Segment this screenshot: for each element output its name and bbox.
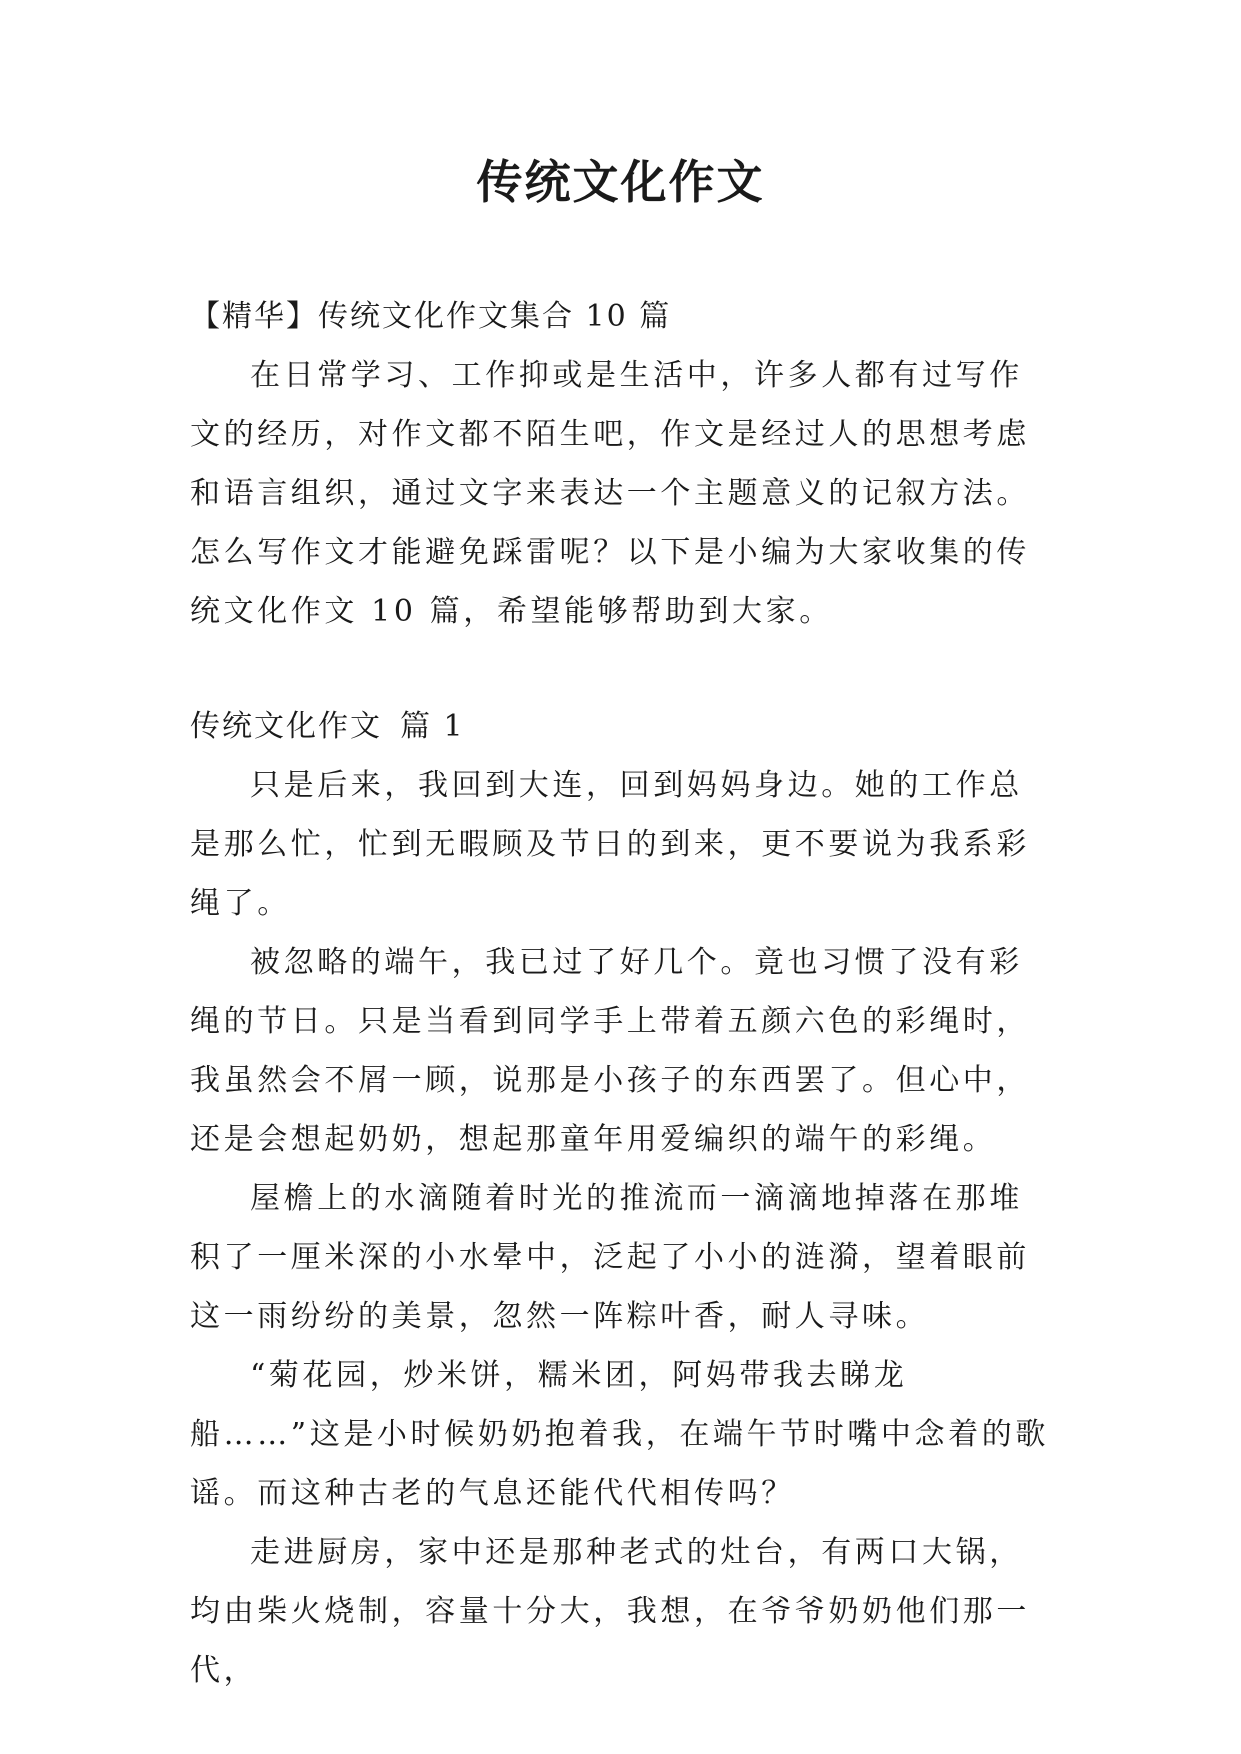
- section-paragraph: 只是后来，我回到大连，回到妈妈身边。她的工作总是那么忙，忙到无暇顾及节日的到来，更不要说为我系彩绳了。: [190, 768, 1030, 921]
- section-paragraph: 屋檐上的水滴随着时光的推流而一滴滴地掉落在那堆积了一厘米深的小水晕中，泛起了小小的涟漪，望着眼前这一雨纷纷的美景，忽然一阵粽叶香，耐人寻味。: [190, 1181, 1030, 1334]
- document-subtitle: 【精华】传统文化作文集合 10 篇: [190, 299, 672, 334]
- document-title: 传统文化作文: [476, 155, 765, 209]
- section-paragraph: 走进厨房，家中还是那种老式的灶台，有两口大锅，均由柴火烧制，容量十分大，我想，在爷爷奶奶他们那一代，: [190, 1535, 1030, 1688]
- section-paragraph: 被忽略的端午，我已过了好几个。竟也习惯了没有彩绳的节日。只是当看到同学手上带着五颜六色的彩绳时，我虽然会不屑一顾，说那是小孩子的东西罢了。但心中，还是会想起奶奶，想起那童年用爱编织的端午的彩绳。: [190, 945, 1030, 1157]
- section-heading: [190, 697, 1050, 756]
- intro-paragraph: 在日常学习、工作抑或是生活中，许多人都有过写作文的经历，对作文都不陌生吧，作文是经过人的思想考虑和语言组织，通过文字来表达一个主题意义的记叙方法。怎么写作文才能避免踩雷呢？以下是小编为大家收集的传统文化作文 10 篇，希望能够帮助到大家。: [190, 358, 1030, 629]
- section-body: [190, 756, 1050, 1700]
- section-heading-number: 篇 1: [400, 709, 465, 744]
- section-heading-title: 传统文化作文: [190, 709, 382, 744]
- section-paragraph: “菊花园，炒米饼，糯米团，阿妈带我去睇龙船……”这是小时候奶奶抱着我，在端午节时嘴中念着的歌谣。而这种古老的气息还能代代相传吗？: [190, 1358, 1049, 1511]
- intro-section: [190, 346, 1050, 641]
